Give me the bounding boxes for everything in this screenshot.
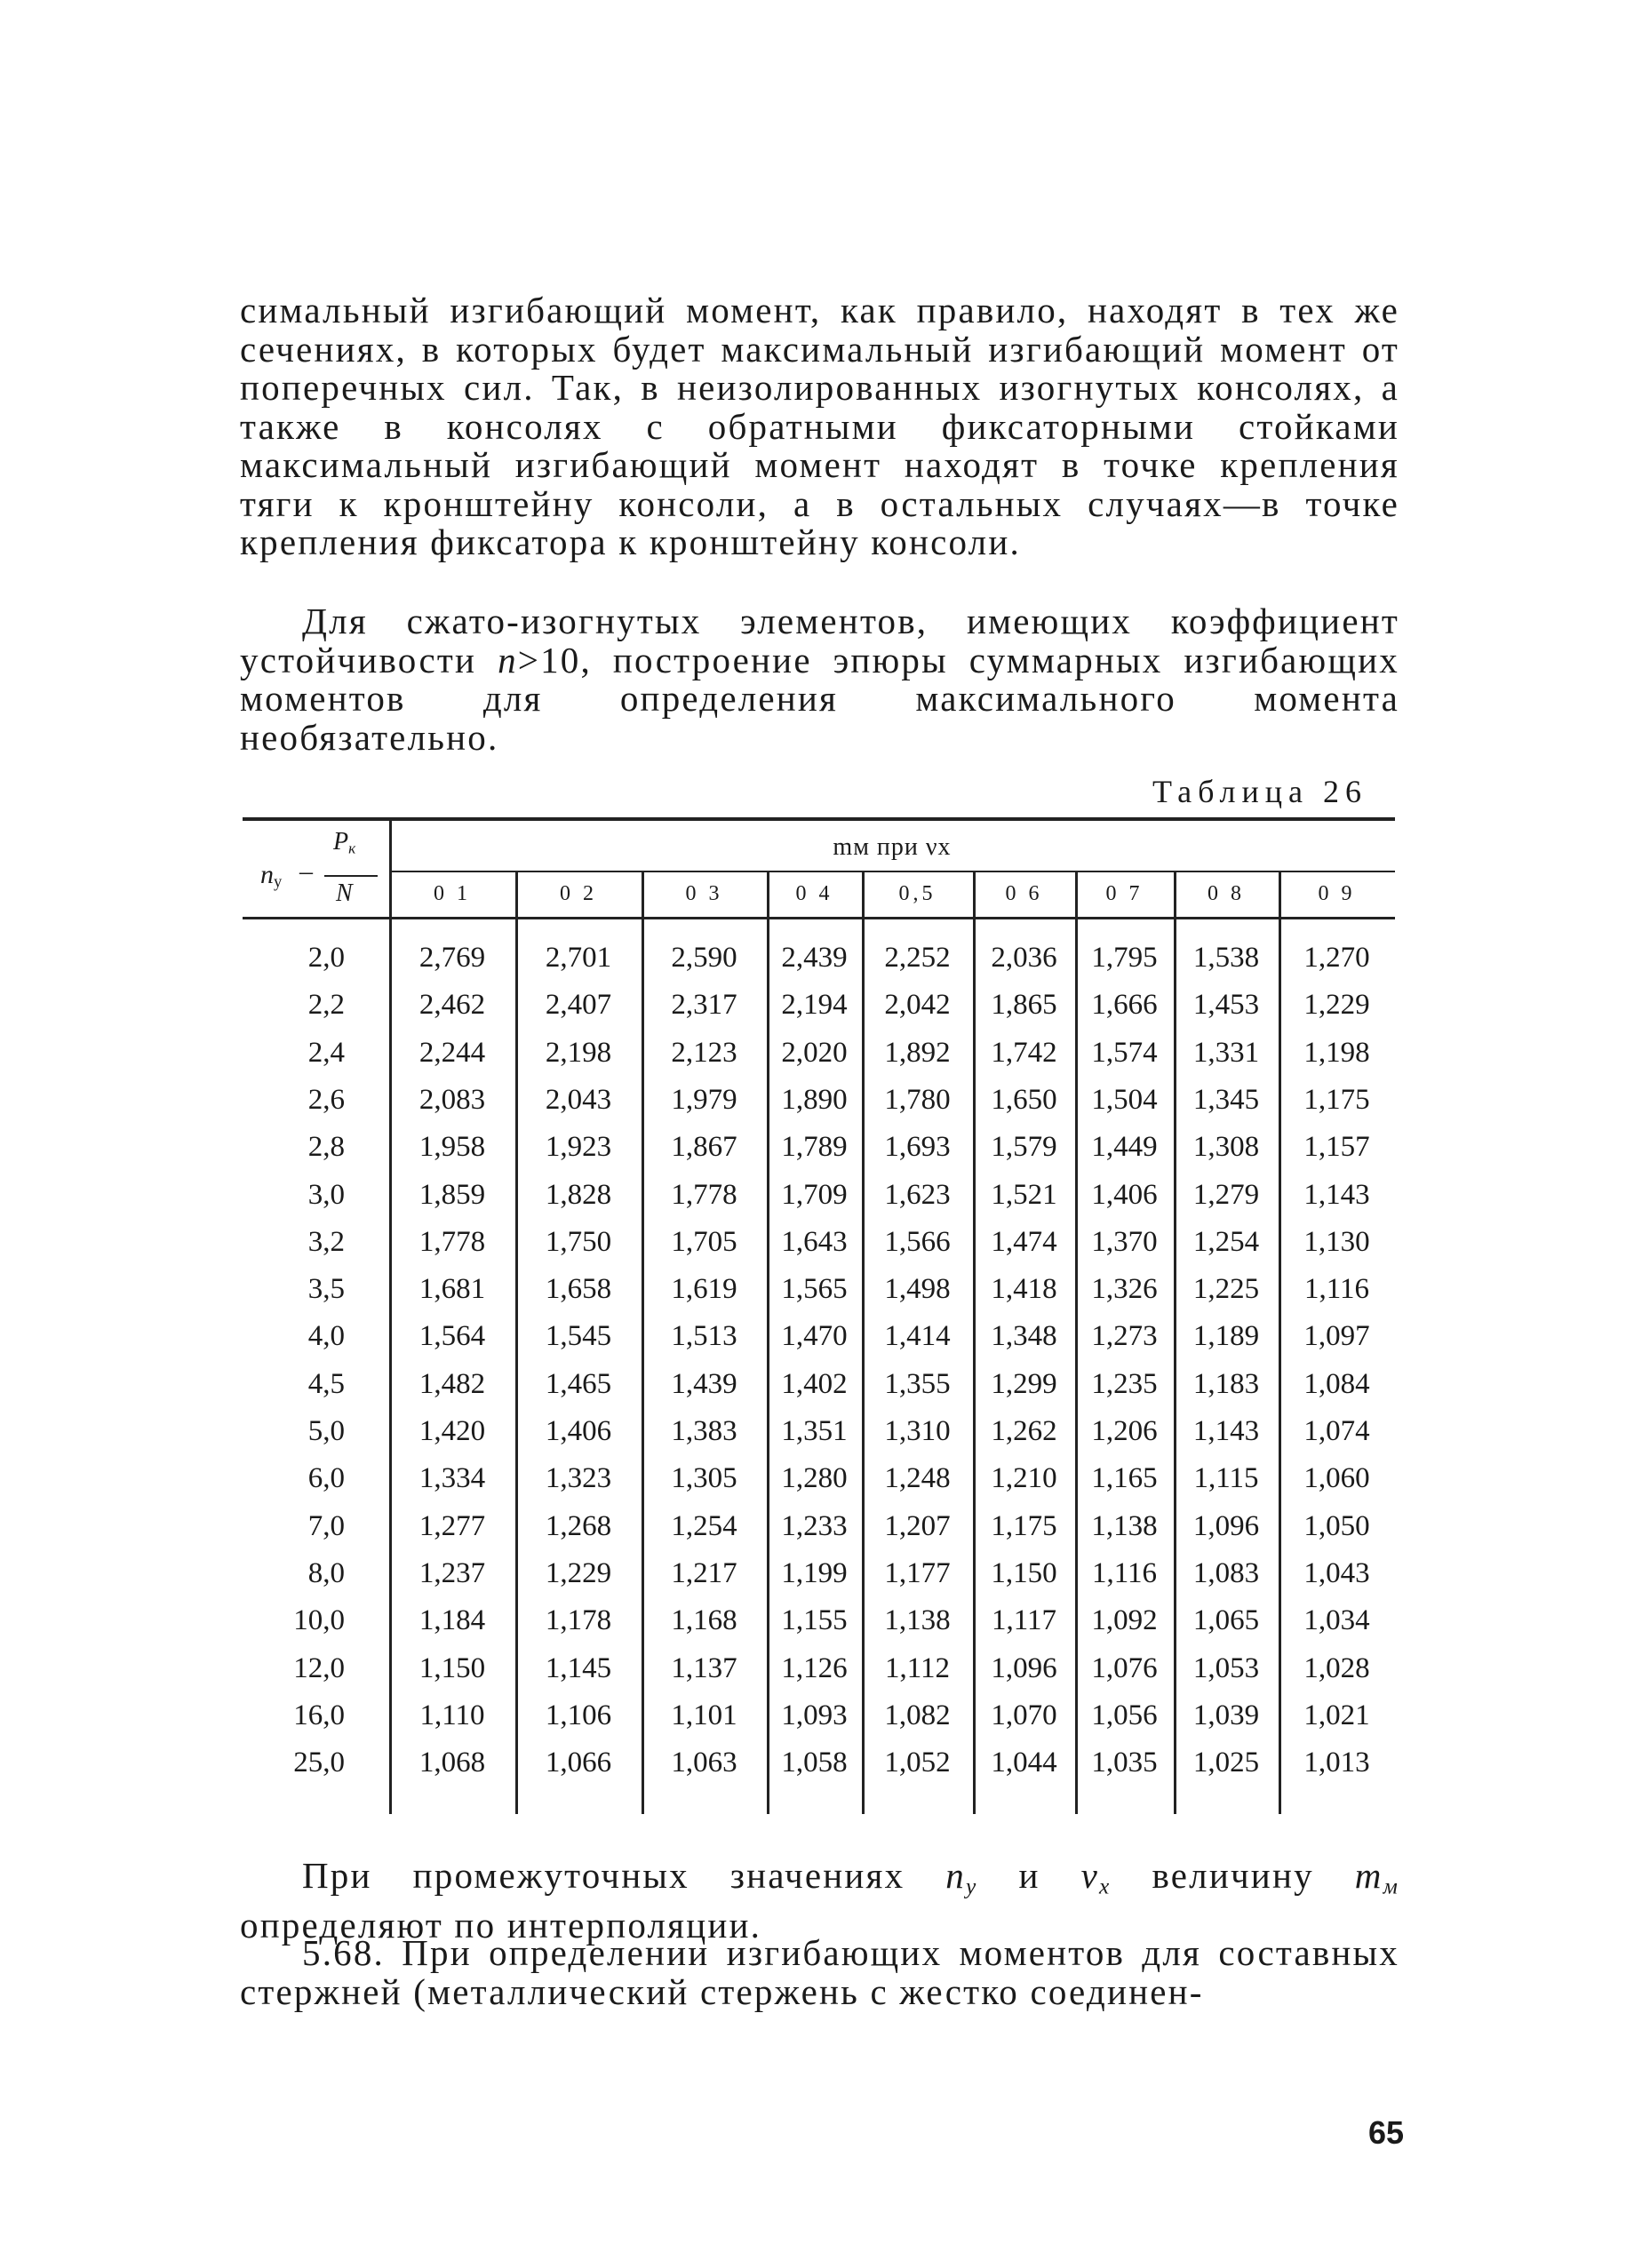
- p2-relation: >10: [517, 639, 581, 680]
- table-cell: 1,406: [1091, 1178, 1158, 1211]
- table-cell: 1,414: [884, 1320, 951, 1353]
- row-label-ny: 3,2: [307, 1225, 345, 1258]
- table-cell: 1,453: [1192, 989, 1260, 1022]
- table-cell: 1,143: [1303, 1178, 1370, 1211]
- row-label-ny: 10,0: [293, 1604, 345, 1637]
- table-cell: 1,068: [418, 1747, 486, 1779]
- p3-text-c: величину: [1111, 1855, 1355, 1896]
- table-cell: 2,769: [418, 942, 486, 974]
- table-cell: 2,123: [671, 1036, 737, 1069]
- table-cell: 1,795: [1091, 942, 1158, 974]
- table-cell: 1,310: [884, 1415, 951, 1447]
- table-cell: 1,235: [1091, 1367, 1158, 1400]
- span-header-rule: [389, 871, 1395, 872]
- table-cell: 1,157: [1303, 1131, 1370, 1164]
- table-cell: 1,210: [991, 1462, 1057, 1495]
- table-cell: 1,101: [671, 1699, 737, 1731]
- table-cell: 1,150: [991, 1556, 1057, 1589]
- row-label-ny: 4,0: [307, 1320, 345, 1353]
- row-label-ny: 8,0: [307, 1556, 345, 1589]
- row-label-ny: 7,0: [307, 1509, 345, 1542]
- table-cell: 1,237: [418, 1556, 486, 1589]
- p3-m: $m_м$: [1354, 1855, 1399, 1899]
- table-cell: 1,155: [781, 1604, 848, 1637]
- table-cell: 1,709: [781, 1178, 848, 1211]
- table-cell: 1,465: [545, 1367, 612, 1400]
- table-cell: 1,248: [884, 1462, 951, 1495]
- table-cell: 1,175: [1303, 1083, 1370, 1116]
- table-cell: 1,189: [1192, 1320, 1260, 1353]
- table-cell: 2,462: [418, 989, 486, 1022]
- table-cell: 1,183: [1192, 1367, 1260, 1400]
- row-label-ny: 6,0: [307, 1462, 345, 1495]
- table-cell: 1,229: [545, 1556, 612, 1589]
- table-cell: 2,042: [884, 989, 951, 1022]
- p3-ny: $n_у$: [945, 1855, 978, 1899]
- table-cell: 1,084: [1303, 1367, 1370, 1400]
- table-cell: 1,865: [991, 989, 1057, 1022]
- table-cell: 1,778: [671, 1178, 737, 1211]
- paragraph-continuation: симальный изгибающий момент, как правило, находят в тех же сечениях, в которых будет максимальный изгибающий момент от поперечных сил. Так, в неизолированных изогнутых консолях, а также в консолях с обратными фиксаторными стойками максимальный изгибающий момент находят в точке крепления тяги к кронштейну консоли, а в остальных случаях—в точке крепления фиксатора к кронштейну консоли.: [240, 290, 1399, 562]
- table-cell: 1,498: [884, 1273, 951, 1306]
- p2-text-a: Для сжато-изогнутых элементов, имеющих коэффициент устойчивости: [240, 601, 1399, 680]
- table-cell: 2,083: [418, 1083, 486, 1116]
- table-cell: 1,979: [671, 1083, 737, 1116]
- table-cell: 1,034: [1303, 1604, 1370, 1637]
- table-cell: 1,780: [884, 1083, 951, 1116]
- table-cell: 1,470: [781, 1320, 848, 1353]
- stub-dash: –: [299, 856, 313, 886]
- column-header: 0 3: [685, 882, 723, 905]
- table-cell: 1,574: [1091, 1036, 1158, 1069]
- table-cell: 1,044: [991, 1747, 1057, 1779]
- table-cell: 1,070: [991, 1699, 1057, 1731]
- stub-denominator: N: [336, 879, 353, 907]
- table-cell: 1,564: [418, 1320, 486, 1353]
- table-cell: 1,106: [545, 1699, 612, 1731]
- table-cell: 1,145: [545, 1651, 612, 1684]
- table-cell: 1,096: [991, 1651, 1057, 1684]
- table-cell: 1,474: [991, 1225, 1057, 1258]
- column-header: 0 6: [1005, 882, 1043, 905]
- table-cell: 2,020: [781, 1036, 848, 1069]
- table-cell: 1,116: [1091, 1556, 1158, 1589]
- table-cell: 1,923: [545, 1131, 612, 1164]
- table-cell: 1,579: [991, 1131, 1057, 1164]
- table-cell: 1,370: [1091, 1225, 1158, 1258]
- table-cell: 1,254: [671, 1509, 737, 1542]
- stub-numerator: $P_к$: [333, 828, 356, 857]
- table-cell: 1,418: [991, 1273, 1057, 1306]
- table-cell: 1,890: [781, 1083, 848, 1116]
- table-cell: 1,217: [671, 1556, 737, 1589]
- table-cell: 1,178: [545, 1604, 612, 1637]
- table-cell: 1,299: [991, 1367, 1057, 1400]
- column-header: 0 8: [1208, 882, 1245, 905]
- table-cell: 1,028: [1303, 1651, 1370, 1684]
- paragraph-section-5-68: 5.68. При определении изгибающих моментов для составных стержней (металлический стержень с жестко соединен-: [240, 1932, 1399, 2012]
- row-label-ny: 2,8: [307, 1131, 345, 1164]
- table-top-rule: [243, 817, 1395, 821]
- table-cell: 1,065: [1192, 1604, 1260, 1637]
- table-cell: 1,778: [418, 1225, 486, 1258]
- table-caption: Таблица 26: [1152, 774, 1367, 809]
- table-cell: 2,317: [671, 989, 737, 1022]
- span-header: mм при νx: [833, 833, 952, 861]
- table-cell: 1,053: [1192, 1651, 1260, 1684]
- table-cell: 2,036: [991, 942, 1057, 974]
- table-cell: 1,126: [781, 1651, 848, 1684]
- table-cell: 2,043: [545, 1083, 612, 1116]
- table-cell: 1,892: [884, 1036, 951, 1069]
- table-cell: 1,229: [1303, 989, 1370, 1022]
- table-cell: 1,277: [418, 1509, 486, 1542]
- table-cell: 1,345: [1192, 1083, 1260, 1116]
- table-cell: 1,323: [545, 1462, 612, 1495]
- table-cell: 1,110: [419, 1699, 485, 1731]
- stub-fraction-bar: [324, 875, 378, 877]
- table-cell: 1,566: [884, 1225, 951, 1258]
- table-cell: 1,619: [671, 1273, 737, 1306]
- table-cell: 1,052: [884, 1747, 951, 1779]
- row-label-ny: 2,0: [307, 942, 345, 974]
- table-cell: 1,351: [781, 1415, 848, 1447]
- page-number: 65: [1367, 2114, 1404, 2151]
- row-label-ny: 25,0: [293, 1747, 345, 1779]
- table-cell: 1,198: [1303, 1036, 1370, 1069]
- table-cell: 1,280: [781, 1462, 848, 1495]
- table-cell: 1,206: [1091, 1415, 1158, 1447]
- table-cell: 1,355: [884, 1367, 951, 1400]
- table-cell: 1,331: [1192, 1036, 1260, 1069]
- table-cell: 1,165: [1091, 1462, 1158, 1495]
- table-cell: 1,406: [545, 1415, 612, 1447]
- table-cell: 1,117: [991, 1604, 1057, 1637]
- table-cell: 1,538: [1192, 942, 1260, 974]
- table-cell: 1,254: [1192, 1225, 1260, 1258]
- table-cell: 1,025: [1192, 1747, 1260, 1779]
- table-cell: 2,701: [545, 942, 612, 974]
- table-cell: 1,066: [545, 1747, 612, 1779]
- table-cell: 1,138: [1091, 1509, 1158, 1542]
- table-cell: 1,513: [671, 1320, 737, 1353]
- table-cell: 1,076: [1091, 1651, 1158, 1684]
- table-cell: 2,244: [418, 1036, 486, 1069]
- table-cell: 1,268: [545, 1509, 612, 1542]
- table-cell: 2,407: [545, 989, 612, 1022]
- table-cell: 1,565: [781, 1273, 848, 1306]
- row-label-ny: 4,5: [307, 1367, 345, 1400]
- coefficient-table: [243, 817, 1395, 1821]
- table-cell: 1,199: [781, 1556, 848, 1589]
- table-cell: 1,742: [991, 1036, 1057, 1069]
- column-header: 0 2: [560, 882, 597, 905]
- paragraph-stability: [240, 602, 1399, 757]
- table-cell: 1,420: [418, 1415, 486, 1447]
- table-cell: 1,270: [1303, 942, 1370, 974]
- table-cell: 1,056: [1091, 1699, 1158, 1731]
- table-cell: 1,150: [418, 1651, 486, 1684]
- table-cell: 1,789: [781, 1131, 848, 1164]
- table-cell: 1,116: [1303, 1273, 1370, 1306]
- p2-var-n: n: [498, 639, 518, 680]
- table-cell: 1,482: [418, 1367, 486, 1400]
- table-cell: 1,449: [1091, 1131, 1158, 1164]
- table-cell: 1,060: [1303, 1462, 1370, 1495]
- table-cell: 1,050: [1303, 1509, 1370, 1542]
- table-cell: 1,058: [781, 1747, 848, 1779]
- table-cell: 1,143: [1192, 1415, 1260, 1447]
- table-cell: 1,383: [671, 1415, 737, 1447]
- table-cell: 1,013: [1303, 1747, 1370, 1779]
- p2-text-b: , построение эпюры суммарных изгибающих моментов для определения максимального момента необязательно.: [240, 639, 1399, 758]
- row-label-ny: 12,0: [293, 1651, 345, 1684]
- table-cell: 1,828: [545, 1178, 612, 1211]
- row-label-ny: 2,2: [307, 989, 345, 1022]
- table-cell: 1,693: [884, 1131, 951, 1164]
- row-label-ny: 5,0: [307, 1415, 345, 1447]
- table-cell: 1,305: [671, 1462, 737, 1495]
- table-cell: 1,096: [1192, 1509, 1260, 1542]
- table-cell: 1,504: [1091, 1083, 1158, 1116]
- table-cell: 1,348: [991, 1320, 1057, 1353]
- table-cell: 1,402: [781, 1367, 848, 1400]
- table-cell: 1,093: [781, 1699, 848, 1731]
- table-cell: 2,252: [884, 942, 951, 974]
- table-cell: 2,590: [671, 942, 737, 974]
- table-cell: 1,279: [1192, 1178, 1260, 1211]
- row-label-ny: 3,0: [307, 1178, 345, 1211]
- table-cell: 1,262: [991, 1415, 1057, 1447]
- table-cell: 1,021: [1303, 1699, 1370, 1731]
- table-cell: 1,867: [671, 1131, 737, 1164]
- table-cell: 1,074: [1303, 1415, 1370, 1447]
- table-cell: 1,666: [1091, 989, 1158, 1022]
- table-cell: 2,198: [545, 1036, 612, 1069]
- column-header: 0 9: [1318, 882, 1356, 905]
- table-cell: 1,138: [884, 1604, 951, 1637]
- table-cell: 1,326: [1091, 1273, 1158, 1306]
- column-header: 0 1: [434, 882, 471, 905]
- table-cell: 1,643: [781, 1225, 848, 1258]
- table-cell: 1,859: [418, 1178, 486, 1211]
- table-cell: 1,334: [418, 1462, 486, 1495]
- table-cell: 1,039: [1192, 1699, 1260, 1731]
- column-header: 0 7: [1105, 882, 1144, 905]
- table-cell: 1,063: [671, 1747, 737, 1779]
- table-header-rule: [243, 917, 1395, 919]
- table-cell: 1,958: [418, 1131, 486, 1164]
- table-cell: 1,175: [991, 1509, 1057, 1542]
- table-cell: 1,184: [418, 1604, 486, 1637]
- table-cell: 1,750: [545, 1225, 612, 1258]
- table-cell: 2,194: [781, 989, 848, 1022]
- table-cell: 1,623: [884, 1178, 951, 1211]
- column-header: 0 4: [795, 882, 833, 905]
- table-cell: 1,650: [991, 1083, 1057, 1116]
- stub-ny: $n_у$: [260, 860, 283, 892]
- table-cell: 1,092: [1091, 1604, 1158, 1637]
- table-cell: 1,681: [418, 1273, 486, 1306]
- table-cell: 1,233: [781, 1509, 848, 1542]
- table-cell: 1,177: [884, 1556, 951, 1589]
- column-header: 0,5: [898, 882, 937, 905]
- row-label-ny: 16,0: [293, 1699, 345, 1731]
- table-cell: 1,130: [1303, 1225, 1370, 1258]
- table-cell: 1,082: [884, 1699, 951, 1731]
- table-cell: 1,112: [884, 1651, 951, 1684]
- row-label-ny: 3,5: [307, 1273, 345, 1306]
- table-cell: 1,273: [1091, 1320, 1158, 1353]
- table-cell: 1,521: [991, 1178, 1057, 1211]
- table-cell: 1,658: [545, 1273, 612, 1306]
- row-label-ny: 2,6: [307, 1083, 345, 1116]
- table-cell: 1,083: [1192, 1556, 1260, 1589]
- table-cell: 1,115: [1193, 1462, 1259, 1495]
- table-cell: 2,439: [781, 942, 848, 974]
- p3-vx: $\nu_x$: [1080, 1855, 1112, 1899]
- table-cell: 1,545: [545, 1320, 612, 1353]
- table-cell: 1,043: [1303, 1556, 1370, 1589]
- table-cell: 1,168: [671, 1604, 737, 1637]
- table-cell: 1,035: [1091, 1747, 1158, 1779]
- table-cell: 1,308: [1192, 1131, 1260, 1164]
- p3-text-a: При промежуточных значениях: [302, 1855, 946, 1896]
- p3-text-d: определяют по интерполяции.: [240, 1904, 762, 1946]
- table-cell: 1,207: [884, 1509, 951, 1542]
- table-cell: 1,097: [1303, 1320, 1370, 1353]
- table-cell: 1,705: [671, 1225, 737, 1258]
- table-cell: 1,439: [671, 1367, 737, 1400]
- table-cell: 1,137: [671, 1651, 737, 1684]
- row-label-ny: 2,4: [307, 1036, 345, 1069]
- stub-header: [243, 824, 389, 909]
- p3-text-b: и: [977, 1855, 1081, 1896]
- table-cell: 1,225: [1192, 1273, 1260, 1306]
